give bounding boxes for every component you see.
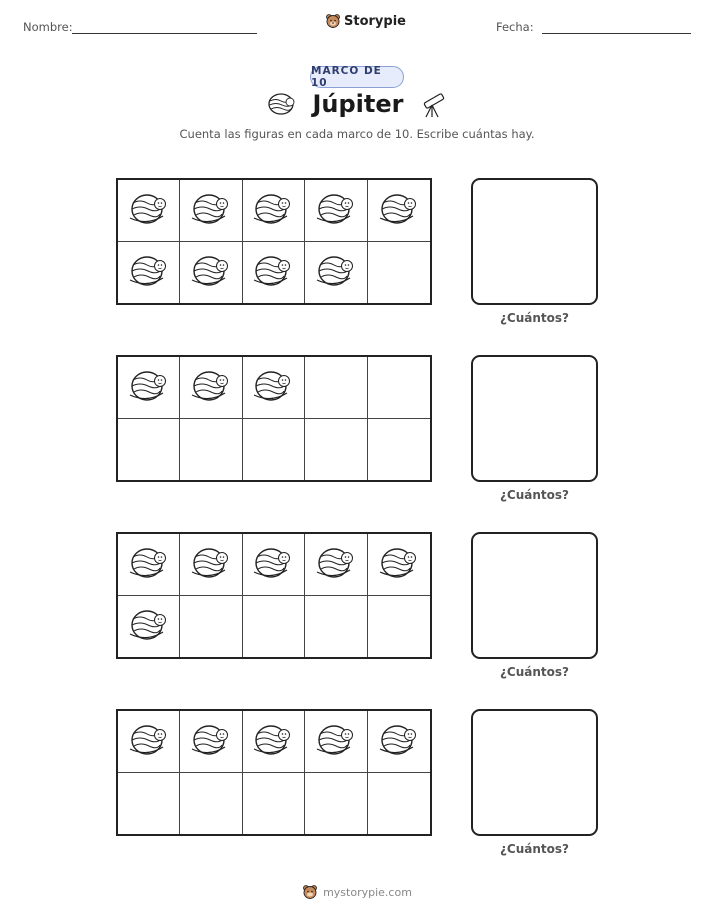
frame-cell: [305, 180, 367, 242]
frame-cell: [305, 419, 367, 481]
answer-box-1[interactable]: [471, 178, 598, 305]
frame-cell: [118, 773, 180, 835]
answer-label-1: ¿Cuántos?: [499, 311, 570, 325]
jupiter-icon: [127, 721, 171, 761]
jupiter-icon: [189, 721, 233, 761]
jupiter-icon: [314, 721, 358, 761]
frame-cell: [180, 773, 242, 835]
jupiter-icon: [127, 367, 171, 407]
telescope-icon: [418, 90, 448, 118]
frame-cell: [118, 596, 180, 658]
jupiter-icon: [251, 721, 295, 761]
jupiter-icon: [314, 190, 358, 230]
frame-cell: [180, 419, 242, 481]
date-field[interactable]: [542, 33, 691, 34]
frame-cell: [305, 242, 367, 304]
worksheet-type-badge: MARCO DE 10: [310, 66, 404, 88]
jupiter-icon: [266, 91, 298, 117]
bear-mascot-icon: [302, 884, 318, 900]
answer-box-4[interactable]: [471, 709, 598, 836]
frame-cell: [118, 242, 180, 304]
jupiter-icon: [127, 606, 171, 646]
frame-cell: [243, 180, 305, 242]
footer: [0, 884, 714, 900]
frame-cell: [118, 180, 180, 242]
frame-cell: [305, 534, 367, 596]
brand-logo: [325, 13, 406, 29]
frame-cell: [305, 357, 367, 419]
frame-cell: [368, 419, 430, 481]
frame-cell: [118, 534, 180, 596]
frame-cell: [243, 357, 305, 419]
frame-cell: [243, 419, 305, 481]
frame-cell: [305, 773, 367, 835]
frame-cell: [243, 773, 305, 835]
frame-cell: [180, 357, 242, 419]
jupiter-icon: [127, 544, 171, 584]
frame-cell: [118, 711, 180, 773]
ten-frame-1: [116, 178, 432, 305]
frame-cell: [243, 534, 305, 596]
answer-label-4: ¿Cuántos?: [499, 842, 570, 856]
frame-cell: [180, 711, 242, 773]
frame-cell: [118, 419, 180, 481]
jupiter-icon: [251, 544, 295, 584]
frame-cell: [180, 180, 242, 242]
jupiter-icon: [189, 252, 233, 292]
frame-cell: [180, 596, 242, 658]
frame-cell: [243, 596, 305, 658]
frame-cell: [368, 773, 430, 835]
frame-cell: [305, 596, 367, 658]
frame-cell: [368, 711, 430, 773]
frame-cell: [368, 357, 430, 419]
instructions-text: Cuenta las figuras en cada marco de 10. Escribe cuántas hay.: [179, 127, 535, 141]
frame-cell: [305, 711, 367, 773]
jupiter-icon: [127, 190, 171, 230]
jupiter-icon: [189, 544, 233, 584]
frame-cell: [368, 596, 430, 658]
jupiter-icon: [251, 252, 295, 292]
footer-url: mystorypie.com: [323, 885, 412, 899]
date-label: Fecha:: [496, 20, 534, 34]
ten-frame-4: [116, 709, 432, 836]
title-row: [0, 90, 714, 118]
answer-label-2: ¿Cuántos?: [499, 488, 570, 502]
jupiter-icon: [377, 190, 421, 230]
answer-box-3[interactable]: [471, 532, 598, 659]
jupiter-icon: [314, 544, 358, 584]
jupiter-icon: [377, 721, 421, 761]
jupiter-icon: [189, 190, 233, 230]
jupiter-icon: [189, 367, 233, 407]
frame-cell: [118, 357, 180, 419]
name-field[interactable]: [72, 33, 257, 34]
frame-cell: [180, 242, 242, 304]
bear-mascot-icon: [325, 13, 341, 29]
jupiter-icon: [251, 367, 295, 407]
frame-cell: [180, 534, 242, 596]
ten-frame-2: [116, 355, 432, 482]
frame-cell: [243, 242, 305, 304]
answer-box-2[interactable]: [471, 355, 598, 482]
ten-frame-3: [116, 532, 432, 659]
frame-cell: [243, 711, 305, 773]
jupiter-icon: [377, 544, 421, 584]
jupiter-icon: [127, 252, 171, 292]
frame-cell: [368, 180, 430, 242]
name-label: Nombre:: [23, 20, 73, 34]
answer-label-3: ¿Cuántos?: [499, 665, 570, 679]
frame-cell: [368, 534, 430, 596]
brand-name: Storypie: [344, 13, 406, 29]
frame-cell: [368, 242, 430, 304]
jupiter-icon: [251, 190, 295, 230]
page-title: Júpiter: [312, 90, 404, 118]
jupiter-icon: [314, 252, 358, 292]
